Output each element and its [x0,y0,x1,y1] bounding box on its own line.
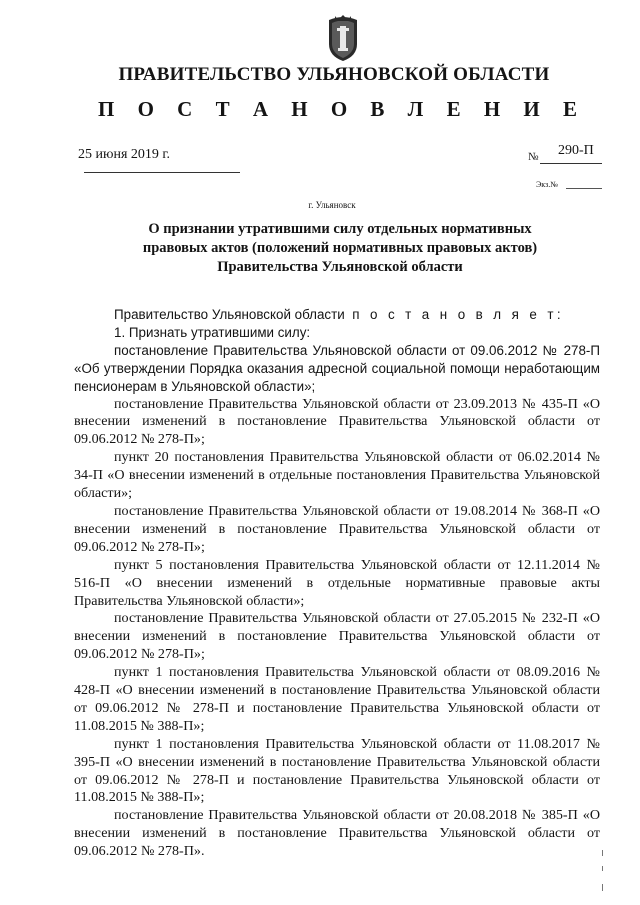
copy-number-underline [566,188,602,189]
city: г. Ульяновск [308,200,356,210]
paragraph: пункт 5 постановления Правительства Ульяновской области от 12.11.2014 № 516-П «О внесении изменений в отдельные нормативные правовые акты Правительства Ульяновской области»; [74,556,600,609]
paragraph: постановление Правительства Ульяновской области от 19.08.2014 № 368-П «О внесении изменений в постановление Правительства Ульяновской области от 09.06.2012 № 278-П»; [74,502,600,555]
paragraph: пункт 20 постановления Правительства Ульяновской области от 06.02.2014 № 34-П «О внесении изменений в отдельные постановления Правительства Ульяновской области»; [74,449,600,502]
intro-verb: п о с т а н о в л я е т: [352,307,565,322]
government-title: ПРАВИТЕЛЬСТВО УЛЬЯНОВСКОЙ ОБЛАСТИ [118,64,550,85]
heading-line: О признании утратившими силу отдельных нормативных [148,221,532,237]
document-date: 25 июня 2019 г. [78,147,171,162]
copy-number-label: Экз.№ [536,180,558,189]
paragraph: пункт 1 постановления Правительства Ульяновской области от 08.09.2016 № 428-П «О внесении изменений в постановление Правительства Ульяновской области от 09.06.2012 № 278-П и постановление Правительства Ульяновской области от 11.08.2015 № 388-П»; [74,664,600,734]
scan-edge-marks [602,850,604,900]
paragraph: пункт 1 постановления Правительства Ульяновской области от 11.08.2017 № 395-П «О внесении изменений в постановление Правительства Ульяновской области от 09.06.2012 № 278-П и постановление Правительства Ульяновской области от 11.08.2015 № 388-П»; [74,735,600,806]
number-sign: № [528,151,539,163]
document-type: П О С Т А Н О В Л Е Н И Е [97,97,586,121]
document-body [74,306,600,861]
paragraph: постановление Правительства Ульяновской области от 20.08.2018 № 385-П «О внесении изменений в постановление Правительства Ульяновской области от 09.06.2012 № 278-П». [74,807,600,860]
date-underline [84,172,240,173]
item-1: 1. Признать утратившими силу: [114,324,311,340]
paragraph: постановление Правительства Ульяновской области от 09.06.2012 № 278-П «Об утверждении Порядка оказания адресной социальной помощи неработающим пенсионерам в Ульяновской области»; [74,342,600,394]
paragraph: постановление Правительства Ульяновской области от 23.09.2013 № 435-П «О внесении изменений в постановление Правительства Ульяновской области от 09.06.2012 № 278-П»; [74,395,600,448]
heading-line: правовых актов (положений нормативных правовых актов) [142,240,538,256]
resolution-intro [74,306,600,324]
number-underline [540,163,602,164]
document-heading [110,220,570,277]
paragraph: постановление Правительства Ульяновской области от 27.05.2015 № 232-П «О внесении изменений в постановление Правительства Ульяновской области от 09.06.2012 № 278-П»; [74,610,600,663]
heading-line: Правительства Ульяновской области [217,259,463,275]
intro-subject: Правительство Ульяновской области [114,307,345,322]
document-number: 290-П [558,143,594,158]
coat-of-arms-icon [325,14,361,62]
